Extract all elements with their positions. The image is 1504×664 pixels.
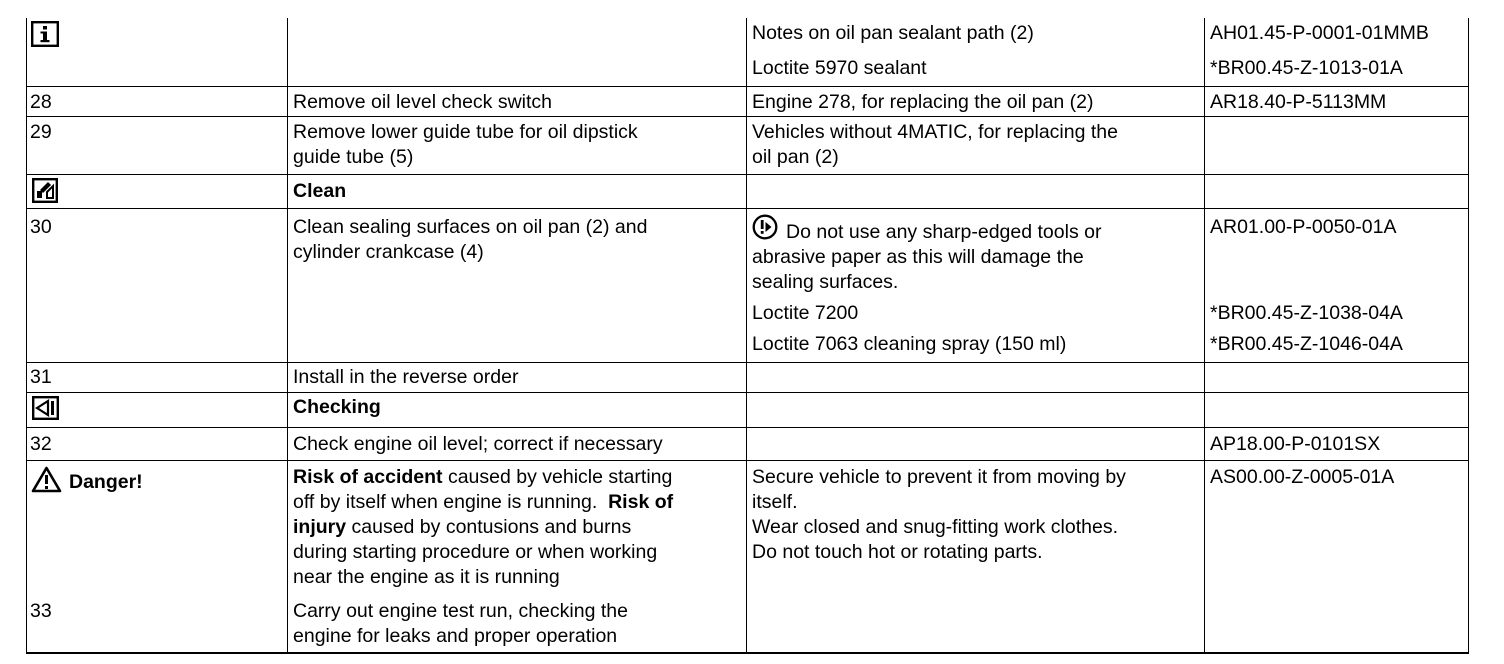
step-text: engine for leaks and proper operation [293,625,618,647]
notes-text: itself. [752,491,798,513]
step-text: cylinder crankcase (4) [293,241,484,263]
danger-text: off by itself when engine is running. [293,491,598,513]
row-divider [26,362,1469,363]
step-number: 28 [30,91,52,113]
row-divider [26,86,1469,87]
row-divider [26,116,1469,117]
section-heading: Clean [293,180,347,202]
document-reference: AH01.45-P-0001-01MMB [1210,22,1429,44]
notes-text: sealing surfaces. [752,271,899,293]
notes-text: Engine 278, for replacing the oil pan (2) [752,91,1094,113]
step-text: guide tube (5) [293,146,414,168]
step-number: 29 [30,121,52,143]
step-number: 33 [30,600,52,622]
step-text: Carry out engine test run, checking the [293,600,628,622]
danger-text [293,465,672,490]
row-divider [26,392,1469,393]
step-number: 31 [30,366,52,388]
danger-text-bold: Risk of [608,491,674,513]
notes-text: Do not use any sharp-edged tools or [786,221,1102,243]
notes-text: Notes on oil pan sealant path (2) [752,22,1034,44]
column-divider-3 [1204,18,1205,654]
document-reference: AP18.00-P-0101SX [1210,433,1381,455]
notes-text: Wear closed and snug-fitting work clothes. [752,516,1118,538]
notes-text: Secure vehicle to prevent it from moving by [752,466,1126,488]
notes-text: oil pan (2) [752,146,839,168]
step-text: Install in the reverse order [293,366,519,388]
danger-text-bold: injury [293,516,347,538]
document-reference: AR18.40-P-5113MM [1210,91,1387,113]
step-text: Clean sealing surfaces on oil pan (2) and [293,216,648,238]
danger-text: near the engine as it is running [293,566,560,588]
step-text: Remove lower guide tube for oil dipstick [293,121,638,143]
danger-text: during starting procedure or when working [293,541,658,563]
step-number: 30 [30,216,52,238]
section-heading: Checking [293,396,381,418]
notes-text: Vehicles without 4MATIC, for replacing the [752,121,1118,143]
step-text: Remove oil level check switch [293,91,553,113]
row-divider [26,208,1469,209]
table-border-bottom [26,652,1469,654]
notes-text: Do not touch hot or rotating parts. [752,541,1043,563]
step-number: 32 [30,433,52,455]
step-text: Check engine oil level; correct if necessary [293,433,663,455]
row-divider [26,427,1469,428]
table-border-left [26,18,27,654]
notes-text: Loctite 7200 [752,302,859,324]
danger-text: caused by contusions and burns [346,516,632,538]
table-border-right [1468,18,1469,654]
notes-text: Loctite 5970 sealant [752,57,927,79]
caution-circle-icon [752,214,778,240]
column-divider-2 [746,18,747,654]
document-reference: *BR00.45-Z-1038-04A [1210,302,1403,324]
check-icon [32,396,59,420]
info-icon [31,21,59,47]
danger-text [293,490,673,515]
clean-icon [32,178,58,203]
danger-text [293,515,631,540]
danger-text-bold: Risk of accident [293,466,443,488]
row-divider [26,460,1469,461]
document-reference: *BR00.45-Z-1013-01A [1210,57,1403,79]
document-reference: AS00.00-Z-0005-01A [1210,466,1395,488]
notes-text: abrasive paper as this will damage the [752,246,1084,268]
notes-text: Loctite 7063 cleaning spray (150 ml) [752,333,1067,355]
danger-label: Danger! [69,471,143,493]
column-divider-1 [287,18,288,654]
row-divider [26,174,1469,175]
document-reference: AR01.00-P-0050-01A [1210,216,1397,238]
document-reference: *BR00.45-Z-1046-04A [1210,333,1403,355]
danger-text: caused by vehicle starting [442,466,673,488]
warning-triangle-icon [31,466,62,493]
